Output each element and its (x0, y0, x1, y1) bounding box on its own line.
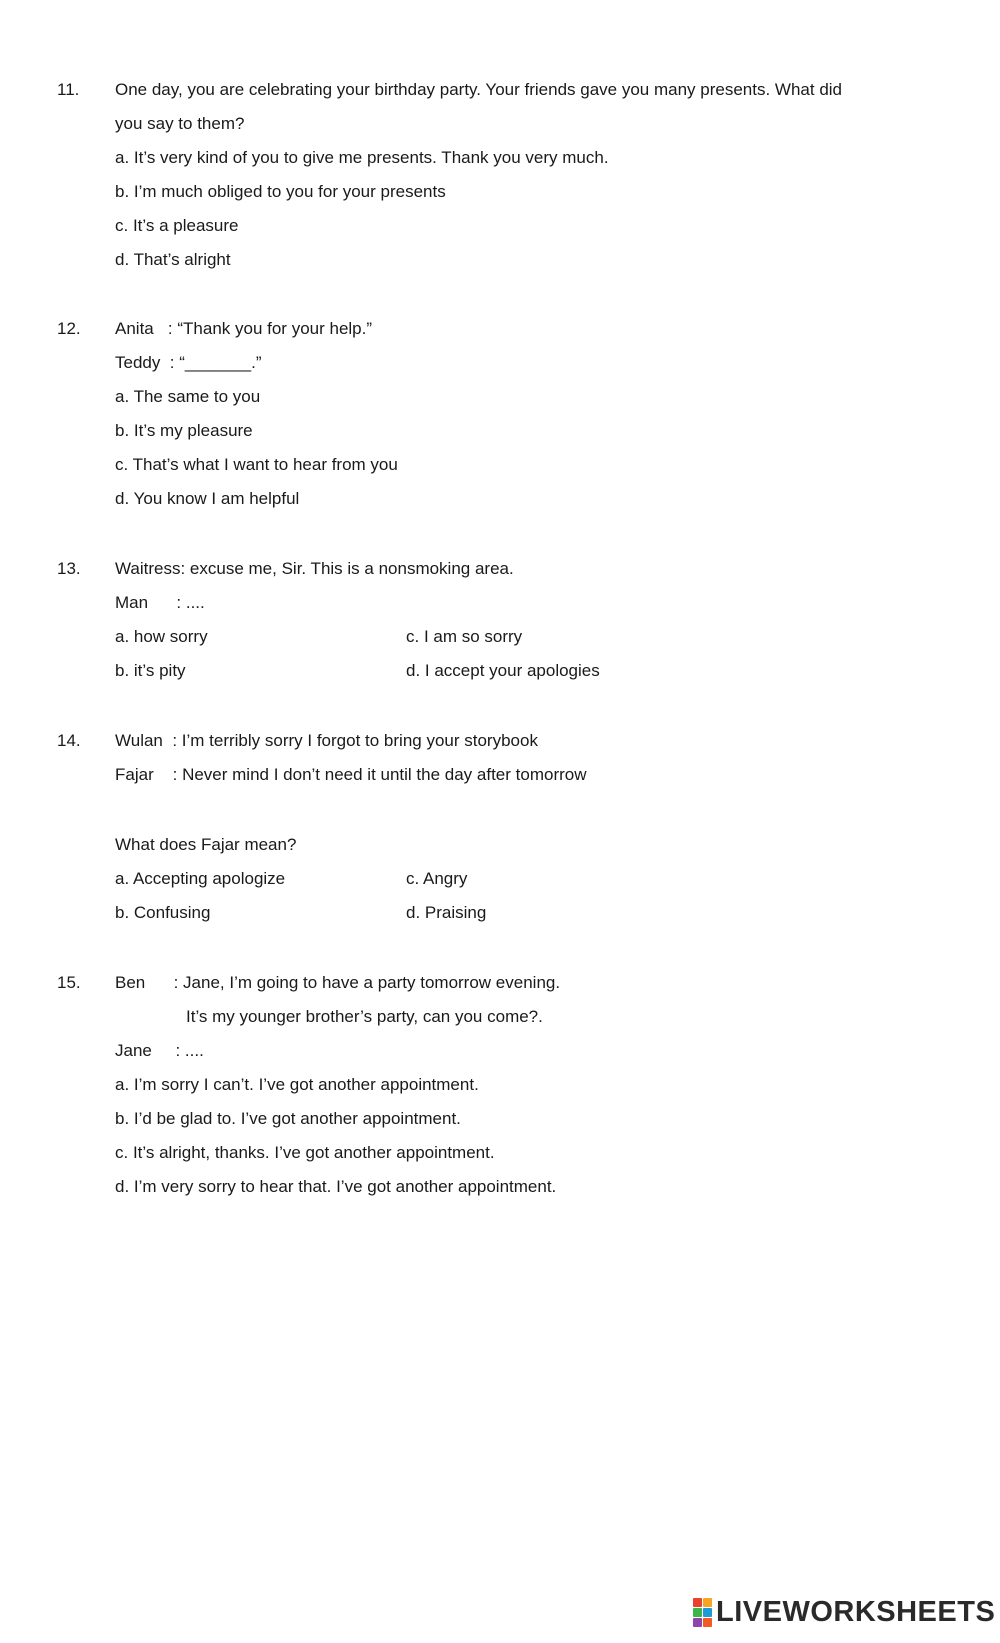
dialogue-line: Wulan : I’m terribly sorry I forgot to bring your storybook (115, 731, 538, 750)
question-prompt: One day, you are celebrating your birthday party. Your friends gave you many presents. What did (115, 80, 842, 99)
option-d[interactable]: d. I accept your apologies (406, 661, 600, 680)
liveworksheets-logo (693, 1595, 995, 1629)
option-a[interactable]: a. The same to you (115, 387, 261, 406)
option-a[interactable]: a. how sorry (115, 627, 208, 646)
option-a[interactable]: a. I’m sorry I can’t. I’ve got another appointment. (115, 1075, 479, 1094)
dialogue-line: Ben : Jane, I’m going to have a party tomorrow evening. (115, 973, 561, 992)
logo-square (693, 1598, 702, 1607)
question-number: 13. (57, 559, 81, 578)
option-b[interactable]: b. It’s my pleasure (115, 421, 253, 440)
option-c[interactable]: c. That’s what I want to hear from you (115, 455, 398, 474)
option-b[interactable]: b. Confusing (115, 903, 211, 922)
question-number: 12. (57, 319, 81, 338)
option-d[interactable]: d. I’m very sorry to hear that. I’ve got another appointment. (115, 1177, 557, 1196)
option-c[interactable]: c. Angry (406, 869, 468, 888)
question-prompt: you say to them? (115, 114, 245, 133)
option-b[interactable]: b. I’d be glad to. I’ve got another appointment. (115, 1109, 461, 1128)
dialogue-line: Waitress: excuse me, Sir. This is a nonsmoking area. (115, 559, 514, 578)
question-prompt: What does Fajar mean? (115, 835, 297, 854)
option-b[interactable]: b. it’s pity (115, 661, 186, 680)
dialogue-line: Fajar : Never mind I don’t need it until the day after tomorrow (115, 765, 587, 784)
logo-square (703, 1618, 712, 1627)
option-a[interactable]: a. Accepting apologize (115, 869, 286, 888)
option-a[interactable]: a. It’s very kind of you to give me presents. Thank you very much. (115, 148, 609, 167)
logo-square (693, 1608, 702, 1617)
option-c[interactable]: c. I am so sorry (406, 627, 523, 646)
logo-square (703, 1608, 712, 1617)
option-d[interactable]: d. You know I am helpful (115, 489, 300, 508)
dialogue-line: Man : .... (115, 593, 205, 612)
dialogue-line: Anita : “Thank you for your help.” (115, 319, 373, 338)
option-d[interactable]: d. That’s alright (115, 250, 231, 269)
option-c[interactable]: c. It’s alright, thanks. I’ve got another appointment. (115, 1143, 495, 1162)
option-c[interactable]: c. It’s a pleasure (115, 216, 239, 235)
logo-text: LIVEWORKSHEETS (716, 1595, 996, 1628)
option-d[interactable]: d. Praising (406, 903, 487, 922)
liveworksheets-logo-icon (693, 1598, 712, 1627)
dialogue-line: Teddy : “_______.” (115, 353, 262, 372)
question-number: 15. (57, 973, 81, 992)
logo-square (703, 1598, 712, 1607)
dialogue-line-continued: It’s my younger brother’s party, can you come?. (186, 1007, 543, 1026)
logo-square (693, 1618, 702, 1627)
question-number: 14. (57, 731, 81, 750)
question-number: 11. (57, 80, 80, 99)
dialogue-line: Jane : .... (115, 1041, 204, 1060)
option-b[interactable]: b. I’m much obliged to you for your presents (115, 182, 446, 201)
